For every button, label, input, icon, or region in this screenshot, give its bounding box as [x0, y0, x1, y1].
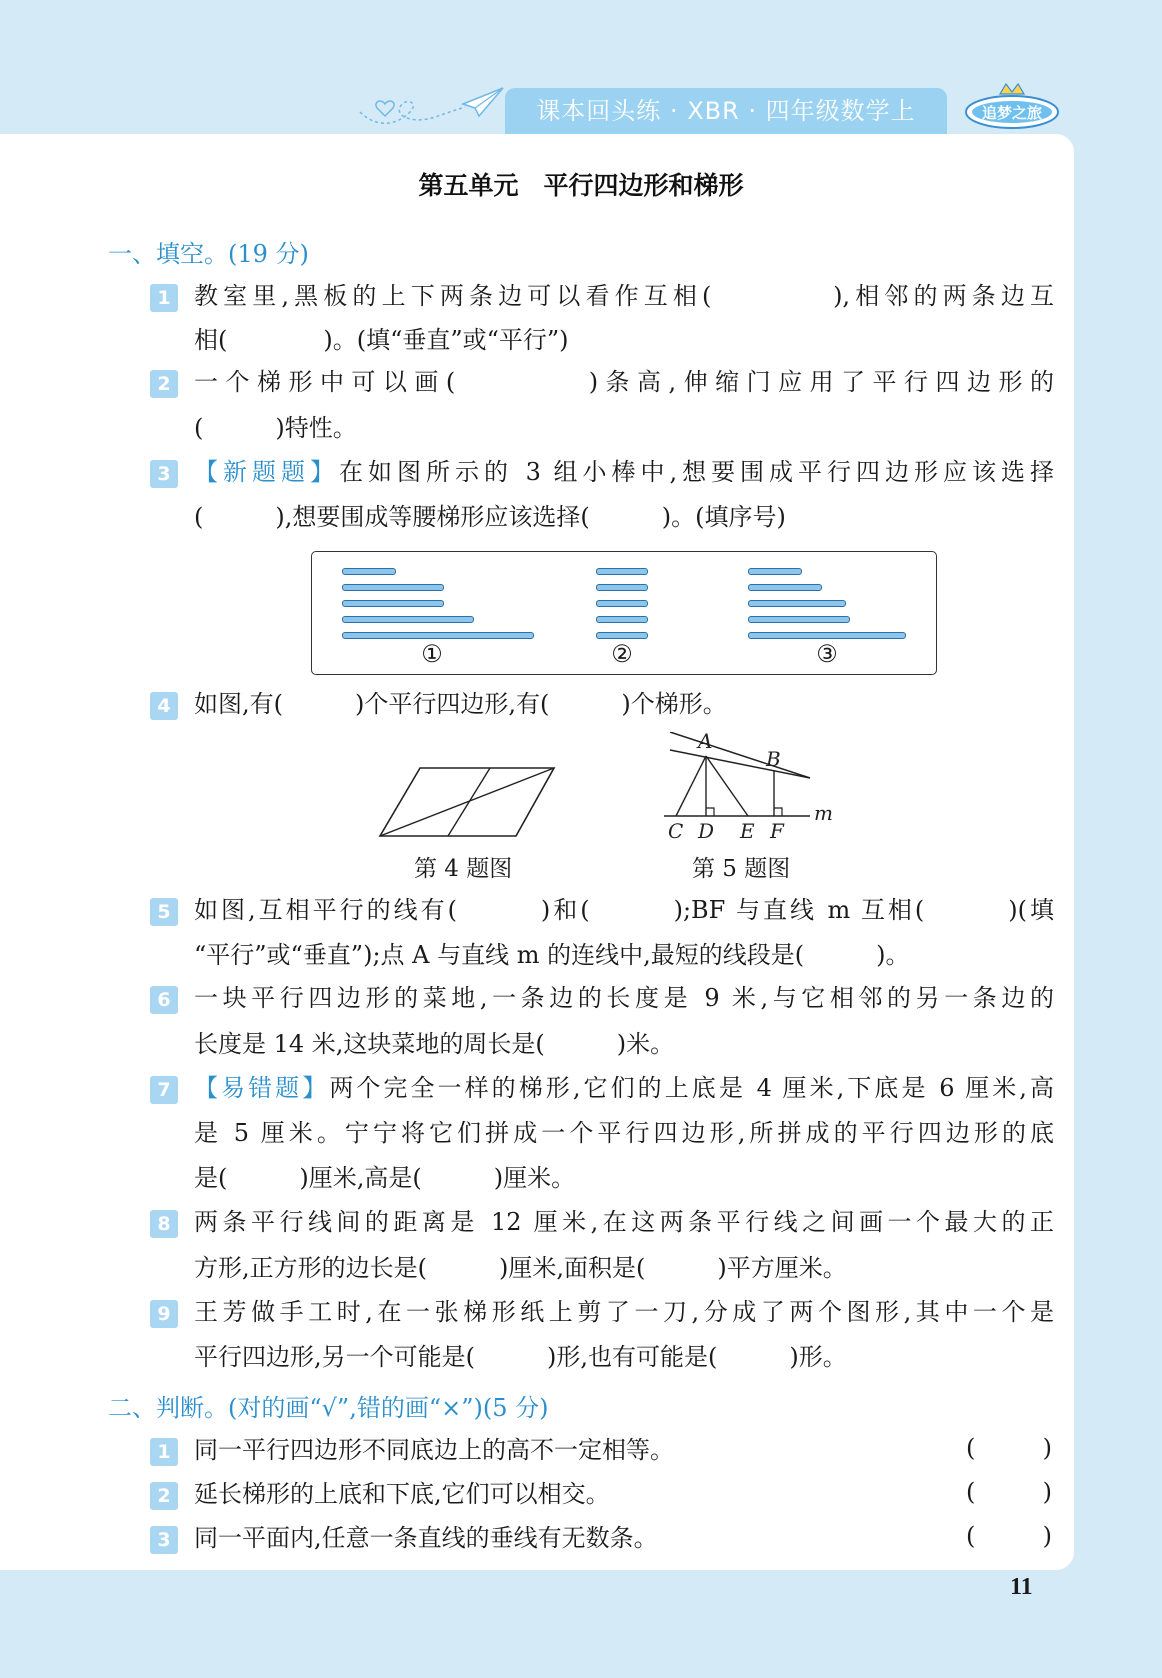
question-text: 【新题题】在如图所示的 3 组小棒中,想要围成平行四边形应该选择	[194, 458, 1055, 486]
group-label: ①	[421, 640, 443, 668]
paper-plane-decoration-icon	[355, 82, 505, 132]
question-text: 是 5 厘米。宁宁将它们拼成一个平行四边形,所拼成的平行四边形的底	[194, 1119, 1054, 1147]
section-1-title: 一、填空。(19 分)	[108, 240, 309, 268]
group-label: ②	[611, 640, 633, 668]
stick	[596, 632, 648, 639]
answer-parentheses[interactable]: ( )	[966, 1478, 1052, 1506]
question-number: 6	[150, 986, 178, 1014]
question-text: “平行”或“垂直”);点 A 与直线 m 的连线中,最短的线段是( )。	[194, 941, 910, 969]
question-text: 同一平行四边形不同底边上的高不一定相等。	[194, 1436, 674, 1464]
question-number: 7	[150, 1076, 178, 1104]
stick	[342, 568, 396, 575]
group-label: ③	[816, 640, 838, 668]
question-text: 如图,互相平行的线有( )和( );BF 与直线 m 互相( )(填	[194, 896, 1054, 924]
question-text: 如图,有( )个平行四边形,有( )个梯形。	[194, 690, 727, 718]
stick	[748, 616, 850, 623]
stick	[748, 568, 802, 575]
question-text: 教室里,黑板的上下两条边可以看作互相( ),相邻的两条边互	[194, 282, 1054, 310]
unit-title: 第五单元 平行四边形和梯形	[418, 171, 744, 200]
question-tag: 【新题题】	[194, 458, 339, 486]
stick	[596, 600, 648, 607]
section-2-title: 二、判断。(对的画“√”,错的画“×”)(5 分)	[108, 1394, 549, 1422]
question-text: 【易错题】两个完全一样的梯形,它们的上底是 4 厘米,下底是 6 厘米,高	[194, 1074, 1054, 1102]
question-text: 同一平面内,任意一条直线的垂线有无数条。	[194, 1524, 658, 1552]
question-number: 5	[150, 898, 178, 926]
question-number: 3	[150, 460, 178, 488]
label-d: D	[698, 819, 715, 843]
question-tag: 【易错题】	[194, 1074, 330, 1102]
question-text: 延长梯形的上底和下底,它们可以相交。	[194, 1480, 610, 1508]
question-number: 1	[150, 1438, 178, 1466]
question-number: 9	[150, 1300, 178, 1328]
label-f: F	[770, 819, 784, 843]
answer-parentheses[interactable]: ( )	[966, 1434, 1052, 1462]
question-text: 方形,正方形的边长是( )厘米,面积是( )平方厘米。	[194, 1254, 847, 1282]
question-text: 一个梯形中可以画( )条高,伸缩门应用了平行四边形的	[194, 368, 1054, 396]
question-number: 1	[150, 284, 178, 312]
question-text: 平行四边形,另一个可能是( )形,也有可能是( )形。	[194, 1343, 847, 1371]
question-text: ( )特性。	[194, 414, 357, 442]
figure-caption: 第 4 题图	[414, 856, 513, 882]
stick	[748, 600, 846, 607]
label-b: B	[766, 747, 781, 771]
question-text: 王芳做手工时,在一张梯形纸上剪了一刀,分成了两个图形,其中一个是	[194, 1298, 1054, 1326]
question-number: 2	[150, 370, 178, 398]
question-number: 3	[150, 1526, 178, 1554]
question-text: ( ),想要围成等腰梯形应该选择( )。(填序号)	[194, 503, 786, 531]
question-text: 是( )厘米,高是( )厘米。	[194, 1164, 576, 1192]
stick	[342, 632, 534, 639]
question-text: 长度是 14 米,这块菜地的周长是( )米。	[194, 1030, 675, 1058]
question-number: 4	[150, 692, 178, 720]
question-number: 2	[150, 1482, 178, 1510]
perpendicular-lines-figure	[660, 732, 840, 844]
stick	[596, 584, 648, 591]
page-number: 11	[1010, 1574, 1033, 1600]
question-text: 两条平行线间的距离是 12 厘米,在这两条平行线之间画一个最大的正	[194, 1208, 1054, 1236]
answer-parentheses[interactable]: ( )	[966, 1522, 1052, 1550]
stick	[596, 616, 648, 623]
question-text: 一块平行四边形的菜地,一条边的长度是 9 米,与它相邻的另一条边的	[194, 984, 1054, 1012]
series-title: 课本回头练 · XBR · 四年级数学上	[505, 88, 947, 134]
label-c: C	[668, 819, 684, 843]
stick	[342, 600, 444, 607]
stick	[342, 584, 444, 591]
label-e: E	[740, 819, 755, 843]
stick	[596, 568, 648, 575]
sticks-figure	[311, 551, 937, 675]
brand-name: 追梦之旅	[981, 104, 1043, 122]
label-m: m	[814, 801, 833, 825]
brand-logo-icon	[962, 80, 1062, 136]
label-a: A	[698, 732, 713, 753]
stick	[748, 632, 906, 639]
question-text: 相( )。(填“垂直”或“平行”)	[194, 326, 569, 354]
stick	[342, 616, 474, 623]
figure-caption: 第 5 题图	[692, 856, 791, 882]
question-number: 8	[150, 1210, 178, 1238]
parallelogram-figure	[376, 762, 558, 840]
stick	[748, 584, 822, 591]
